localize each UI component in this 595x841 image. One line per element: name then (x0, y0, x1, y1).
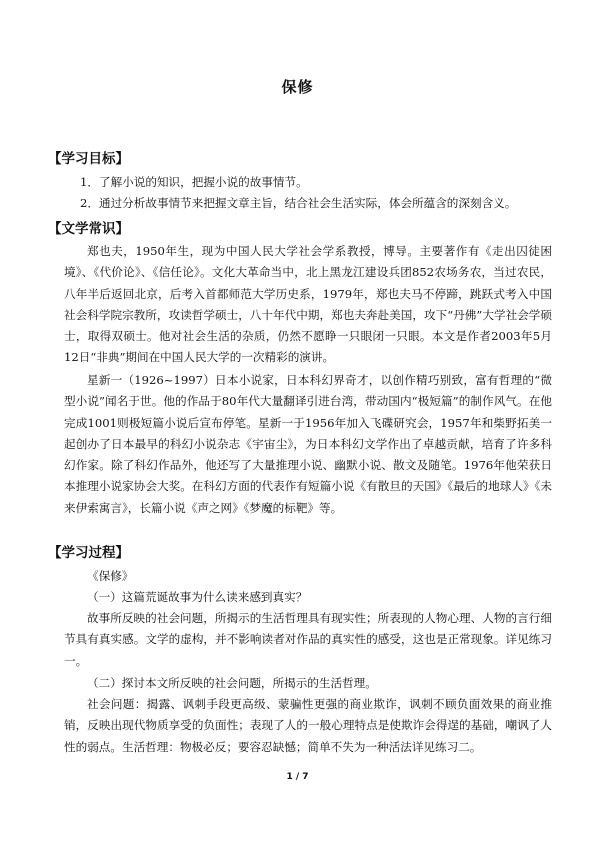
section-heading-process: 【学习过程】 (48, 545, 129, 561)
work-title: 《保修》 (87, 569, 134, 583)
goal-item-1: 1．了解小说的知识，把握小说的故事情节。 (80, 175, 308, 189)
answer-2: 社会问题：揭露、讽刺手段更高级、蒙骗性更强的商业欺诈，讽刺不顾负面效果的商业推销，反映出现代物质享受的负面性；表现了人的一般心理特点是使欺诈会得逞的基础，嘲讽了人性的弱点。生活哲理：物极必反；要容忍缺憾；简单不失为一种活法详见练习二。 (64, 697, 552, 754)
knowledge-paragraph-1: 郑也夫，1950年生，现为中国人民大学社会学系教授，博导。主要著作有《走出囚徒困境》、《代价论》、《信任论》。文化大革命当中，北上黑龙江建设兵团852农场务农，当过农民，八年半后返回北京，后考入首都师范大学历史系，1979年，郑也夫马不停蹄，跳跃式考入中国社会科学院宗教所，攻读哲学硕士，八十年代中期，郑也夫奔赴美国，攻下“丹佛”大学社会学硕士，取得双硕士。他对社会生活的杂质，仍然不愿睁一只眼闭一只眼。本文是作者2003年5月12日“非典”期间在中国人民大学的一次精彩的演讲。 (64, 244, 552, 365)
section-heading-knowledge: 【文学常识】 (48, 221, 129, 237)
question-2: （二）探讨本文所反映的社会问题，所揭示的生活哲理。 (87, 676, 377, 690)
page-number: 1 / 7 (286, 772, 309, 782)
goal-item-2: 2．通过分析故事情节来把握文章主旨，结合社会生活实际，体会所蕴含的深刻含义。 (80, 196, 517, 210)
answer-1: 故事所反映的社会问题，所揭示的生活哲理具有现实性；所表现的人物心理、人物的言行细节具有真实感。文学的虚构，并不影响读者对作品的真实性的感受，这也是正常现象。详见练习一。 (64, 611, 552, 668)
knowledge-paragraph-2: 星新一（1926~1997）日本小说家，日本科幻界奇才，以创作精巧别致，富有哲理的“微型小说”闻名于世。他的作品于80年代大量翻译引进台湾，带动国内“极短篇”的制作风气。在他完成1001则极短篇小说后宣布停笔。星新一于1956年加入飞碟研究会，1957年和柴野拓美一起创办了日本最早的科幻小说杂志《宇宙尘》，为日本科幻文学作出了卓越贡献，培育了许多科幻作家。除了科幻作品外，他还写了大量推理小说、幽默小说、散文及随笔。1976年他荣获日本推理小说家协会大奖。在科幻方面的代表作有短篇小说《有散旦的天国》《最后的地球人》《未来伊索寓言》，长篇小说《声之网》《梦魔的标靶》等。 (64, 373, 552, 515)
section-heading-goals: 【学习目标】 (48, 151, 129, 167)
question-1: （一）这篇荒诞故事为什么读来感到真实？ (87, 590, 308, 604)
document-title: 保修 (281, 78, 314, 96)
